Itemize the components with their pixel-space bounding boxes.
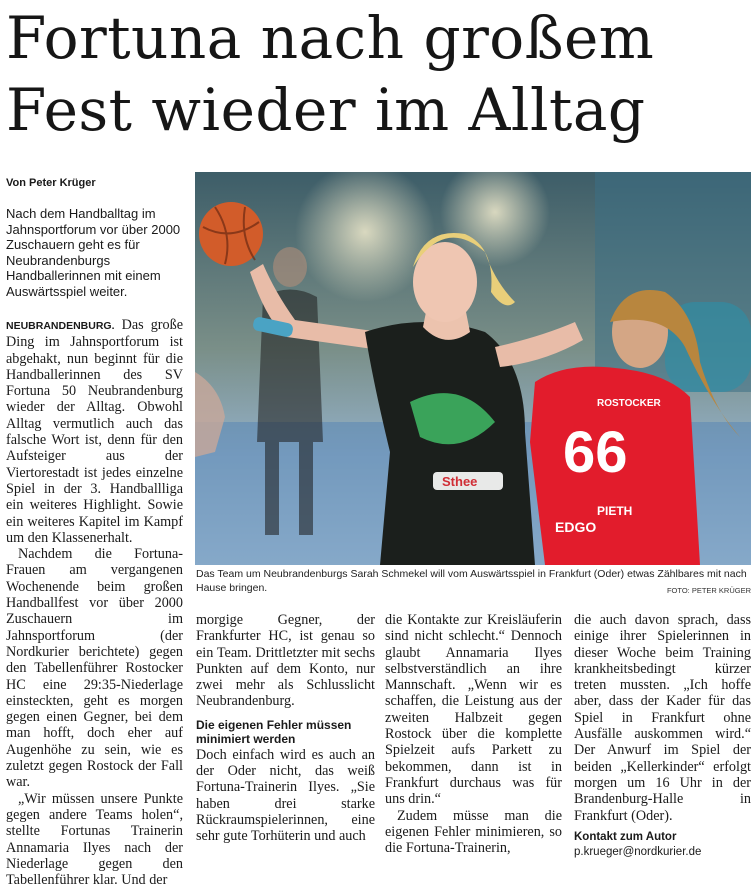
lead-paragraph: Nach dem Handballtag im Jahnsportforum vor über 2000 Zuschauern geht es für Neubrandenburgs Handballerinnen mit einem Auswärtsspiel weiter. (6, 206, 181, 299)
paragraph-4: Doch einfach wird es auch an der Oder nicht, das weiß Fortuna-Trainerin Ilyes. „Sie haben drei starke Rückraumspielerinnen, eine sehr gute Torhüterin und auch (196, 746, 375, 845)
jersey-sponsor: EDGO (555, 519, 597, 535)
paragraph-3-cont: morgige Gegner, der Frankfurter HC, ist genau so ein Team. Drittletzter mit sechs Punkten auf dem Konto, nur zwei mehr als Schlusslicht Neubrandenburg. (196, 612, 375, 710)
handball-photo (195, 172, 751, 565)
column-4 (574, 612, 751, 860)
jersey-number: 66 (563, 420, 628, 485)
sponsor-logo: Sthee (442, 474, 478, 489)
paragraph-5: Zudem müsse man die eigenen Fehler minimieren, so die Fortuna-Trainerin, (385, 807, 562, 857)
contact-label: Kontakt zum Autor (574, 830, 677, 843)
contact-email[interactable]: p.krueger@nordkurier.de (574, 845, 702, 858)
paragraph-1 (6, 317, 183, 546)
subheading: Die eigenen Fehler müssen minimiert werden (196, 717, 352, 747)
column-1 (6, 317, 183, 888)
column-2 (196, 612, 375, 845)
photo-caption: Das Team um Neubrandenburgs Sarah Schmekel will vom Auswärtsspiel in Frankfurt (Oder) etwas Zählbares mit nach Hause bringen. (196, 568, 747, 594)
photo-credit: FOTO: PETER KRÜGER (666, 586, 751, 595)
jersey-name: PIETH (597, 504, 633, 518)
paragraph-1-text: Das große Ding im Jahnsportforum ist abgehakt, nun beginnt für die Handballerinnen des SV Fortuna 50 Neubrandenburg wieder der Alltag. Obwohl Alltag vermutlich auch das falsche Wort ist, denn für den Aufsteiger aus der Viertorestadt ist jedes einzelne Spiel in der 3. Handballliga ein weiteres Highlight. Sowie ein weiteres Kapitel im Kampf um den Klassenerhalt. (6, 317, 183, 546)
article-photo (195, 172, 751, 565)
paragraph-5-cont: die auch davon sprach, dass einige ihrer Spielerinnen in dieser Woche beim Training krankheitsbedingt kürzer treten mussten. „Ich hoffe aber, dass der Kader für das Spiel in Frankfurt ohne Ausfälle auskommen wird.“ Der Anwurf im Spiel der beiden „Kellerkinder“ erfolgt morgen um 16 Uhr in der Brandenburg-Halle in Frankfurt (Oder). (574, 612, 751, 824)
column-3 (385, 612, 562, 856)
headline: Fortuna nach großem Fest wieder im Alltag (6, 4, 655, 144)
paragraph-3: „Wir müssen unsere Punkte gegen andere Teams holen“, stellte Fortunas Trainerin Annamaria Ilyes nach der Niederlage gegen den Tabellenführer klar. Und der (6, 790, 183, 888)
byline: Von Peter Krüger (6, 177, 96, 189)
jersey-brand: ROSTOCKER (597, 398, 661, 409)
paragraph-4-cont: die Kontakte zur Kreisläuferin sind nicht schlecht.“ Dennoch glaubt Annamaria Ilyes selbstverständlich an ihre Mannschaft. „Wenn wir es schaffen, die Leistung aus der zweiten Halbzeit gegen Rostock über die komplette Spielzeit aufs Parkett zu bekommen, dann ist in Frankfurt durchaus was für uns drin.“ (385, 612, 562, 808)
author-contact (574, 830, 751, 860)
paragraph-2: Nachdem die Fortuna-Frauen am vergangenen Wochenende beim großen Handballfest vor über 2000 Zuschauern im Jahnsportforum (der Nordkurier berichtete) gegen den Tabellenführer Rostocker HC eine 29:35-Niederlage einsteckten, geht es morgen gegen einen Gegner, bei dem man hofft, doch eher auf Augenhöhe zu sein, wie es zuletzt gegen Rostock der Fall war. (6, 546, 183, 791)
dateline: NEUBRANDENBURG. (6, 320, 115, 332)
